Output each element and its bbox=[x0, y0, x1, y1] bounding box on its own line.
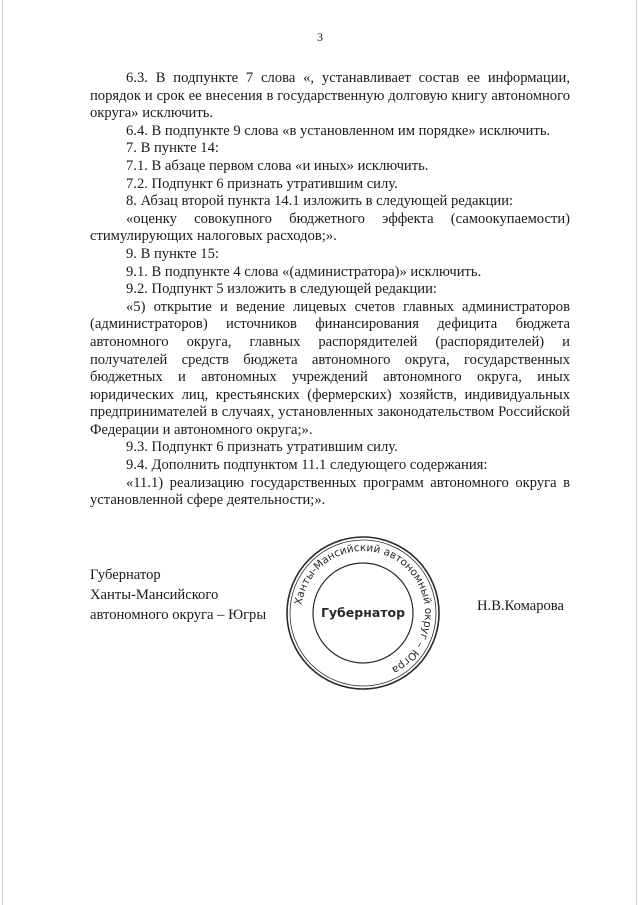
paragraph-9-2: 9.2. Подпункт 5 изложить в следующей редакции: bbox=[126, 281, 437, 298]
signatory-title bbox=[90, 565, 266, 625]
paragraph-6-3: 6.3. В подпункте 7 слова «, устанавливает состав ее информации, порядок и срок ее внесения в государственную долговую книгу автономного округа» исключить. bbox=[90, 70, 570, 122]
scan-edge-right bbox=[636, 0, 637, 905]
seal-center-text: Губернатор bbox=[320, 605, 406, 620]
paragraph-7-1: 7.1. В абзаце первом слова «и иных» исключить. bbox=[126, 157, 429, 174]
signatory-line-2: Ханты-Мансийского bbox=[90, 587, 219, 603]
paragraph-9-2-quote: «5) открытие и ведение лицевых счетов главных администраторов (администраторов) источников финансирования дефицита бюджета автономного округа, главных распорядителей (распорядителей) и получателей средств бюджета автономного округа, государственных бюджетных и автономных учреждений автономного округа, иных юридических лиц, крестьянских (фермерских) хозяйств, индивидуальных предпринимателей в случаях, установленных законодательством Российской Федерации и автономного округа;». bbox=[90, 298, 570, 438]
paragraph-6-4: 6.4. В подпункте 9 слова «в установленном им порядке» исключить. bbox=[126, 122, 551, 139]
paragraph-9: 9. В пункте 15: bbox=[126, 245, 219, 262]
seal-ring-text: Ханты-Мансийский автономный округ – Югра bbox=[292, 541, 435, 677]
paragraph-9-1: 9.1. В подпункте 4 слова «(администратора)» исключить. bbox=[126, 263, 482, 280]
paragraph-8-quote: «оценку совокупного бюджетного эффекта (самоокупаемости) стимулирующих налоговых расходов;». bbox=[90, 210, 570, 245]
scan-edge-left bbox=[2, 0, 3, 905]
paragraph-7: 7. В пункте 14: bbox=[126, 140, 219, 157]
signatory-line-1: Губернатор bbox=[90, 567, 161, 583]
document-body bbox=[90, 70, 570, 510]
paragraph-9-4: 9.4. Дополнить подпунктом 11.1 следующего содержания: bbox=[126, 457, 488, 474]
signer-name: Н.В.Комарова bbox=[477, 598, 564, 614]
paragraph-9-4-quote: «11.1) реализацию государственных программ автономного округа в установленной сфере деятельности;». bbox=[90, 474, 570, 509]
paragraph-9-3: 9.3. Подпункт 6 признать утратившим силу. bbox=[126, 439, 398, 456]
seal-graphic bbox=[283, 533, 443, 693]
signatory-line-3: автономного округа – Югры bbox=[90, 607, 267, 623]
page-number: 3 bbox=[317, 30, 323, 44]
official-seal bbox=[283, 533, 443, 693]
paragraph-8: 8. Абзац второй пункта 14.1 изложить в следующей редакции: bbox=[126, 193, 514, 210]
paragraph-7-2: 7.2. Подпункт 6 признать утратившим силу. bbox=[126, 175, 398, 192]
